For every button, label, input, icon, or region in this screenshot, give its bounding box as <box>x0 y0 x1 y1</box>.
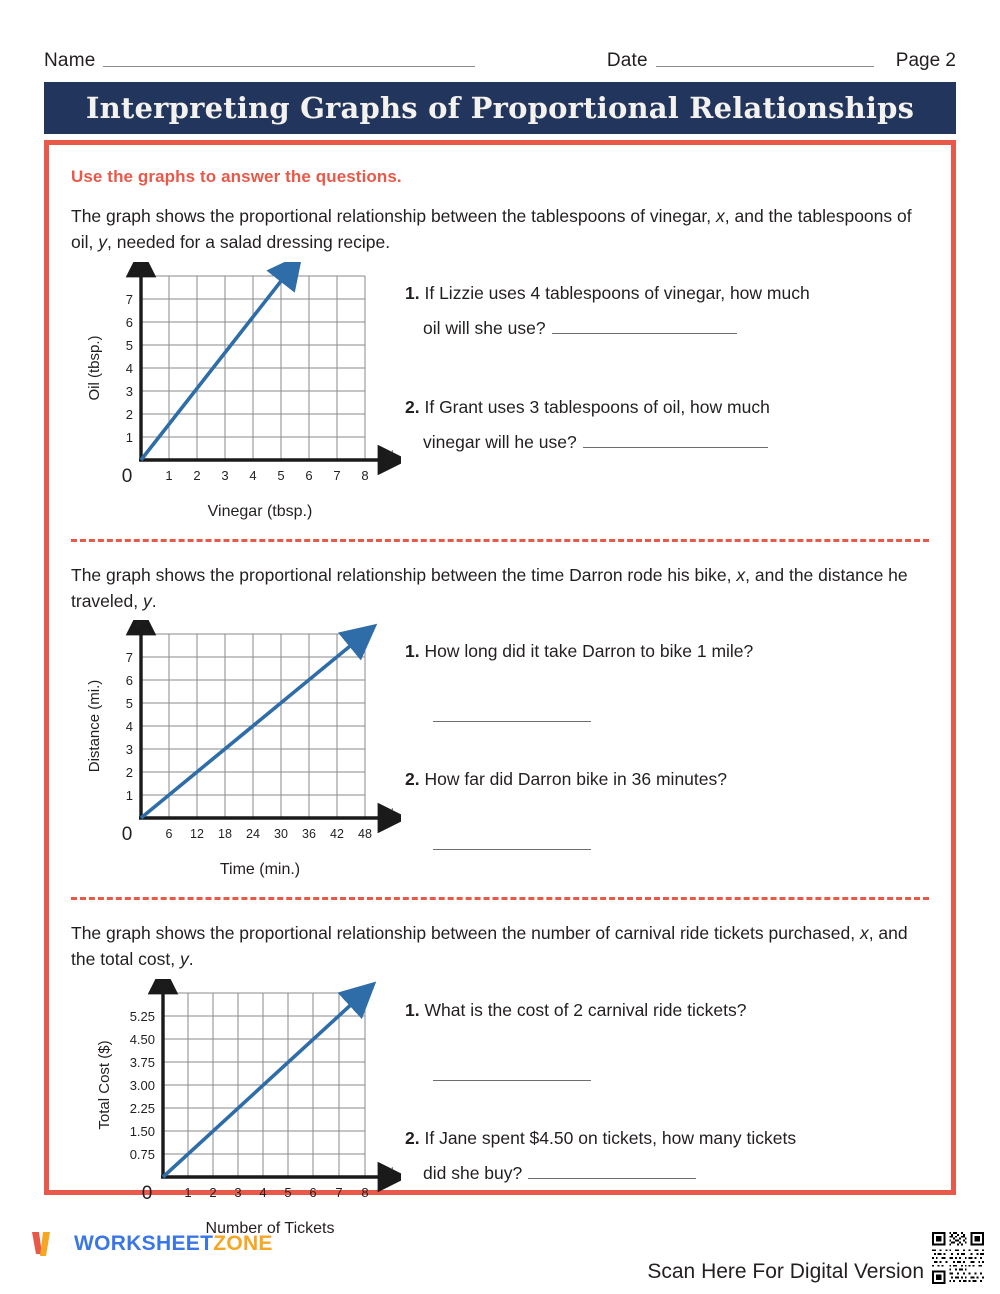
section-1 <box>71 262 929 521</box>
logo-mark-icon <box>30 1229 64 1259</box>
svg-text:6: 6 <box>305 467 313 483</box>
section-3-prompt-c: purchased, <box>768 923 860 943</box>
section-2-var-x: x <box>736 564 746 585</box>
section-2-prompt <box>71 562 921 615</box>
section-1-questions <box>401 262 929 462</box>
section-3-q1-number: 1. <box>405 999 420 1020</box>
section-3-q1-spacer <box>405 1028 929 1058</box>
section-1-question-1 <box>405 276 929 346</box>
svg-text:2: 2 <box>125 406 133 422</box>
graph-3-y-axis-title: Total Cost ($) <box>96 1039 113 1130</box>
graph-3-x-axis-title: Number of Tickets <box>205 1219 335 1237</box>
name-label: Name <box>44 50 96 71</box>
section-2-q2-number: 2. <box>405 769 420 789</box>
section-1-q2-answer-line[interactable] <box>583 447 768 448</box>
svg-text:2.25: 2.25 <box>129 1100 155 1116</box>
section-1-prompt-a: The graph shows the proportional relationship between the tablespoons of vinegar, <box>71 206 717 226</box>
logo-word-worksheet: WORKSHEET <box>74 1232 214 1255</box>
graph-2-origin-label: 0 <box>121 824 133 845</box>
svg-text:5: 5 <box>284 1184 292 1200</box>
svg-text:1: 1 <box>125 429 133 445</box>
section-3-prompt-a: The graph shows the proportional relationship between the number of carnival ride tickets <box>71 923 764 943</box>
section-1-q1-answer-line[interactable] <box>552 333 737 334</box>
section-2-q2-spacer <box>405 797 929 827</box>
section-1-q2-line2: vinegar will he use? <box>423 431 577 452</box>
graph-1-y-ticklabels <box>126 292 133 445</box>
svg-text:0.75: 0.75 <box>129 1146 155 1162</box>
svg-text:2: 2 <box>125 765 133 780</box>
svg-text:6: 6 <box>125 314 133 330</box>
worksheet-body <box>44 140 956 1237</box>
svg-text:6: 6 <box>125 673 133 688</box>
page-footer <box>0 1228 1000 1294</box>
section-1-question-gap <box>405 348 929 390</box>
section-3-prompt <box>71 920 921 973</box>
divider-2 <box>71 897 929 900</box>
svg-text:7: 7 <box>125 650 133 665</box>
section-1-var-y: y <box>98 232 107 253</box>
svg-text:5: 5 <box>125 337 133 353</box>
section-2-q1-answer-line[interactable] <box>433 721 591 722</box>
section-1-prompt <box>71 203 921 256</box>
section-2-graph-column <box>71 620 401 879</box>
svg-text:7: 7 <box>333 467 341 483</box>
svg-text:1: 1 <box>125 788 133 803</box>
svg-text:7: 7 <box>335 1184 343 1200</box>
section-2-question-2 <box>405 762 929 862</box>
section-2-question-gap <box>405 736 929 762</box>
section-2-prompt-a: The graph shows the proportional relationship between the time Darron rode his bike, <box>71 564 737 585</box>
svg-text:4: 4 <box>249 467 257 483</box>
section-1-q1-number: 1. <box>405 282 420 303</box>
svg-text:2: 2 <box>209 1184 217 1200</box>
section-1-question-2 <box>405 390 929 460</box>
section-3-question-1 <box>405 993 929 1093</box>
graph-3-svg <box>83 979 401 1211</box>
graph-3-y-ticklabels <box>130 1009 155 1162</box>
section-3-q2-answer-line[interactable] <box>528 1178 696 1179</box>
section-1-q1-line1: If Lizzie uses 4 tablespoons of vinegar, how much <box>424 282 810 303</box>
svg-text:8: 8 <box>361 1184 369 1200</box>
graph-3 <box>83 979 401 1238</box>
section-1-graph-column <box>71 262 401 521</box>
date-input-line[interactable] <box>656 66 874 67</box>
graph-1-svg <box>83 262 401 494</box>
svg-text:42: 42 <box>330 827 344 841</box>
graph-2-data-line <box>141 642 355 818</box>
section-2-q2-line1: How far did Darron bike in 36 minutes? <box>424 769 727 789</box>
divider-1 <box>71 539 929 542</box>
section-3-question-2 <box>405 1121 929 1191</box>
section-1-var-x: x <box>716 206 725 226</box>
section-2-var-y: y <box>142 590 152 611</box>
section-2-prompt-d: . <box>151 590 157 611</box>
section-3-q2-line1: If Jane spent $4.50 on tickets, how many tickets <box>424 1127 797 1148</box>
section-3-graph-column <box>71 979 401 1238</box>
svg-text:1: 1 <box>165 467 173 483</box>
svg-text:30: 30 <box>274 827 288 841</box>
svg-text:3.75: 3.75 <box>129 1054 155 1070</box>
svg-text:3: 3 <box>221 467 229 483</box>
worksheet-zone-logo[interactable] <box>30 1229 273 1259</box>
graph-2 <box>83 620 401 879</box>
section-2-q1-line1: How long did it take Darron to bike 1 mile? <box>424 641 754 661</box>
graph-3-y-var: y <box>157 978 164 991</box>
graph-3-x-var: x <box>387 1162 394 1178</box>
qr-code-icon[interactable] <box>930 1230 986 1286</box>
graph-3-origin-label: 0 <box>141 1182 153 1204</box>
svg-text:4: 4 <box>259 1184 267 1200</box>
section-2-prompt-b: , and <box>745 564 785 585</box>
logo-word-zone: ZONE <box>213 1232 273 1255</box>
svg-text:6: 6 <box>165 827 173 841</box>
graph-2-svg <box>83 620 401 852</box>
section-3-var-y: y <box>179 949 189 970</box>
section-3-prompt-d: , and the total cost, <box>71 923 908 970</box>
section-2-q1-spacer <box>405 669 929 699</box>
graph-2-x-ticklabels <box>166 827 372 841</box>
svg-text:8: 8 <box>361 467 369 483</box>
svg-text:18: 18 <box>218 827 232 841</box>
svg-text:4: 4 <box>125 719 133 734</box>
instruction-text: Use the graphs to answer the questions. <box>71 167 402 186</box>
graph-2-y-var: y <box>135 620 142 632</box>
svg-text:3: 3 <box>125 742 133 757</box>
graph-2-y-axis-title: Distance (mi.) <box>86 679 103 773</box>
page-number: Page 2 <box>895 50 956 71</box>
section-1-q1-line2: oil will she use? <box>423 317 546 338</box>
svg-text:7: 7 <box>125 291 133 307</box>
student-meta-row <box>44 38 956 72</box>
name-input-line[interactable] <box>103 66 475 67</box>
section-1-q2-line1: If Grant uses 3 tablespoons of oil, how much <box>424 396 770 417</box>
svg-text:36: 36 <box>302 827 316 841</box>
section-3-q2-line2: did she buy? <box>423 1162 523 1183</box>
date-label: Date <box>606 50 648 71</box>
section-1-q2-number: 2. <box>405 396 420 417</box>
svg-text:1.50: 1.50 <box>129 1123 155 1139</box>
section-3-q1-answer-line[interactable] <box>433 1080 591 1081</box>
graph-3-x-ticklabels <box>184 1185 368 1200</box>
svg-text:12: 12 <box>190 827 204 841</box>
svg-text:3: 3 <box>125 383 133 399</box>
section-1-prompt-c: tablespoons of oil, <box>71 206 912 253</box>
svg-text:5.25: 5.25 <box>129 1008 155 1024</box>
svg-text:3: 3 <box>234 1184 242 1200</box>
section-2-prompt-c: the distance he traveled, <box>71 564 908 611</box>
svg-text:1: 1 <box>184 1184 192 1200</box>
section-1-prompt-d: , needed for a salad dressing recipe. <box>106 232 391 253</box>
graph-1-y-axis-title: Oil (tbsp.) <box>86 334 103 401</box>
section-3-var-x: x <box>859 923 869 943</box>
svg-text:6: 6 <box>309 1184 317 1200</box>
graph-1-gridlines <box>141 276 365 460</box>
graph-1-x-ticklabels <box>165 468 368 483</box>
section-3-q2-number: 2. <box>405 1127 420 1148</box>
svg-text:24: 24 <box>246 827 260 841</box>
scan-instruction-text: Scan Here For Digital Version <box>647 1260 924 1283</box>
graph-1 <box>83 262 401 521</box>
worksheet-title-bar <box>44 82 956 134</box>
section-2 <box>71 620 929 879</box>
page-title: Interpreting Graphs of Proportional Relationships <box>85 91 915 125</box>
logo-text <box>74 1232 273 1256</box>
svg-text:5: 5 <box>125 696 133 711</box>
graph-2-y-ticklabels <box>126 650 133 803</box>
section-3 <box>71 979 929 1238</box>
section-3-questions <box>401 979 929 1193</box>
graph-2-x-axis-title: Time (min.) <box>219 861 301 878</box>
svg-text:48: 48 <box>358 827 372 841</box>
graph-2-x-var: x <box>387 804 394 819</box>
svg-text:4: 4 <box>125 360 133 376</box>
section-2-q2-answer-line[interactable] <box>433 849 591 850</box>
section-2-questions <box>401 620 929 864</box>
graph-1-x-axis-title: Vinegar (tbsp.) <box>207 502 313 520</box>
svg-text:3.00: 3.00 <box>129 1077 155 1093</box>
graph-1-y-var: y <box>135 261 142 274</box>
section-3-question-gap <box>405 1095 929 1121</box>
section-3-q1-line1: What is the cost of 2 carnival ride tickets? <box>424 999 747 1020</box>
graph-1-origin-label: 0 <box>121 465 133 487</box>
section-1-prompt-b: , and the <box>724 206 793 226</box>
svg-text:4.50: 4.50 <box>129 1031 155 1047</box>
section-2-q1-number: 1. <box>405 641 420 661</box>
section-3-prompt-e: . <box>188 949 194 970</box>
graph-3-data-line <box>163 1001 355 1177</box>
section-2-question-1 <box>405 634 929 734</box>
svg-text:5: 5 <box>277 467 285 483</box>
svg-text:2: 2 <box>193 467 201 483</box>
graph-1-x-var: x <box>387 445 394 461</box>
